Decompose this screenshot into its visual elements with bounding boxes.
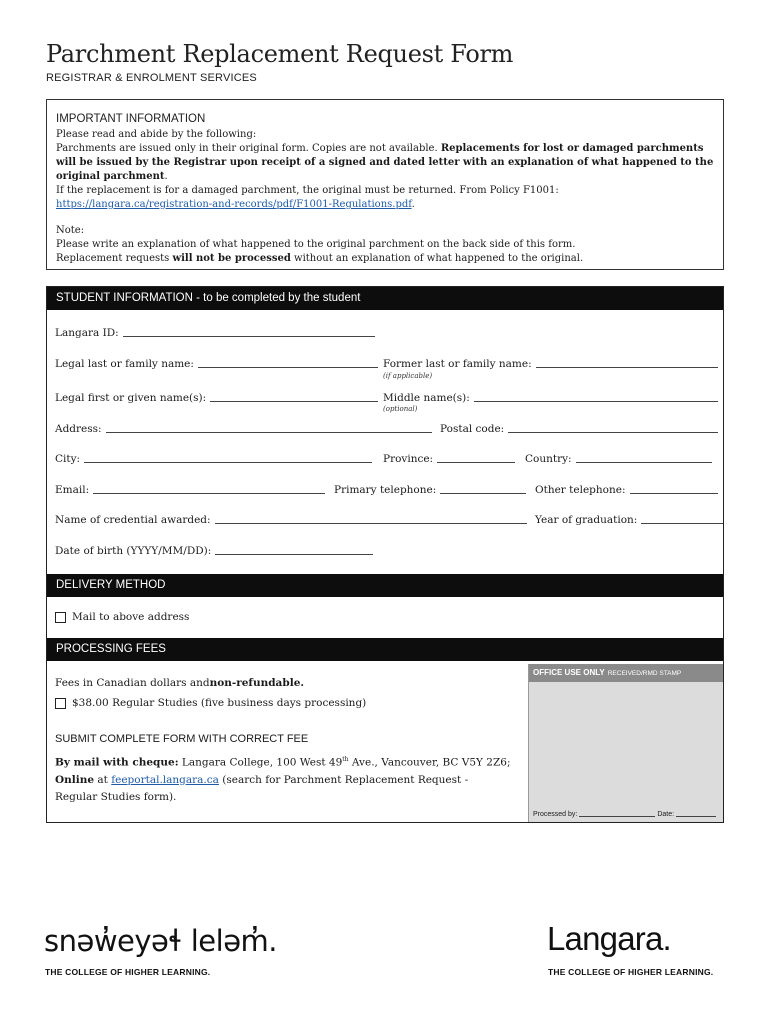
first-name-field[interactable] <box>55 392 378 404</box>
page-subtitle: REGISTRAR & ENROLMENT SERVICES <box>46 72 257 84</box>
office-use-header <box>529 664 723 682</box>
info-p1-bold: Replacements for lost or damaged parchments will be issued by the Registrar upon receipt of a signed and dated letter with an explanation of what happened to the original parchment <box>56 143 714 182</box>
city-label: City: <box>55 453 81 465</box>
last-name-label: Legal last or family name: <box>55 358 194 370</box>
processed-by-label: Processed by: <box>533 811 578 818</box>
other-telephone-label: Other telephone: <box>535 484 626 496</box>
mail-sup: th <box>342 756 349 763</box>
first-name-label: Legal first or given name(s): <box>55 392 207 404</box>
office-processed-row <box>533 810 718 818</box>
fees-note-text: Fees in Canadian dollars and <box>55 677 210 689</box>
online-rest: (search for Parchment Replacement Request - <box>218 773 469 786</box>
mail-address-a: Langara College, 100 West 49 <box>178 756 343 769</box>
address-label: Address: <box>55 423 102 435</box>
primary-telephone-field[interactable] <box>334 484 526 496</box>
credential-label: Name of credential awarded: <box>55 514 211 526</box>
note-2-bold: will not be processed <box>172 253 291 264</box>
langara-id-field[interactable] <box>55 327 375 339</box>
country-label: Country: <box>525 453 572 465</box>
info-paragraph-2 <box>56 184 714 212</box>
policy-link[interactable]: https://langara.ca/registration-and-records/pdf/F1001-Regulations.pdf <box>56 199 412 210</box>
student-info-bar: STUDENT INFORMATION - to be completed by the student <box>47 287 723 310</box>
credential-field[interactable] <box>55 514 527 526</box>
middle-name-label: Middle name(s): <box>383 392 470 404</box>
note-2-text: Replacement requests <box>56 253 173 264</box>
right-tagline: THE COLLEGE OF HIGHER LEARNING. <box>548 967 714 977</box>
info-p1-text: Parchments are issued only in their original form. Copies are not available. <box>56 143 441 154</box>
note-2-end: without an explanation of what happened to the original. <box>290 253 584 264</box>
left-logo: snəw̓eyəɬ leləm̓. <box>44 924 278 958</box>
regular-studies-option[interactable] <box>55 697 366 709</box>
graduation-year-label: Year of graduation: <box>535 514 638 526</box>
office-use-title: OFFICE USE ONLY <box>533 668 605 677</box>
regular-studies-checkbox[interactable] <box>55 698 66 709</box>
delivery-method-bar: DELIVERY METHOD <box>47 574 723 597</box>
postal-code-field[interactable] <box>440 423 718 435</box>
address-field[interactable] <box>55 423 432 435</box>
date-of-birth-label: Date of birth (YYYY/MM/DD): <box>55 545 212 557</box>
last-name-field[interactable] <box>55 358 378 370</box>
country-field[interactable] <box>525 453 712 465</box>
fees-note <box>55 677 304 689</box>
mail-address-b: Ave., Vancouver, BC V5Y 2Z6; <box>348 756 511 769</box>
important-information-box <box>46 99 724 270</box>
mail-instructions <box>55 751 525 772</box>
langara-id-label: Langara ID: <box>55 327 119 339</box>
regular-studies-label: $38.00 Regular Studies (five business days processing) <box>72 697 367 709</box>
submit-instructions <box>55 751 525 806</box>
other-telephone-field[interactable] <box>535 484 718 496</box>
date-of-birth-field[interactable] <box>55 545 373 557</box>
info-p2-end: . <box>411 199 415 210</box>
office-stamp-label: RECEIVED/RMD STAMP <box>607 670 682 677</box>
mail-option-label: Mail to above address <box>72 611 190 623</box>
info-p2-text: If the replacement is for a damaged parchment, the original must be returned. From Policy F1001: <box>56 185 559 196</box>
middle-name-field[interactable] <box>383 392 718 404</box>
online-bold: Online <box>55 773 95 786</box>
email-label: Email: <box>55 484 90 496</box>
langara-logo: Langara. <box>547 920 671 957</box>
form-main-box <box>46 286 724 823</box>
office-date-label: Date: <box>657 811 675 818</box>
info-p1-end: . <box>164 171 168 182</box>
email-field[interactable] <box>55 484 325 496</box>
left-tagline: THE COLLEGE OF HIGHER LEARNING. <box>45 967 211 977</box>
fees-note-bold: non-refundable. <box>209 677 305 689</box>
primary-telephone-label: Primary telephone: <box>334 484 437 496</box>
office-use-box <box>528 664 723 822</box>
note-label: Note: <box>56 225 85 236</box>
mail-option[interactable] <box>55 611 189 623</box>
fee-portal-link[interactable]: feeportal.langara.ca <box>111 773 219 786</box>
province-field[interactable] <box>383 453 515 465</box>
middle-name-hint: (optional) <box>383 405 418 413</box>
online-instructions <box>55 772 525 789</box>
processing-fees-bar: PROCESSING FEES <box>47 638 723 661</box>
info-intro: Please read and abide by the following: <box>56 129 257 140</box>
online-rest-2: Regular Studies form). <box>55 790 177 803</box>
graduation-year-field[interactable] <box>535 514 723 526</box>
note-line-2 <box>56 252 714 266</box>
note-line-1: Please write an explanation of what happened to the original parchment on the back side of this form. <box>56 239 576 250</box>
postal-code-label: Postal code: <box>440 423 505 435</box>
former-name-hint: (if applicable) <box>383 372 433 380</box>
submit-heading: SUBMIT COMPLETE FORM WITH CORRECT FEE <box>55 733 309 745</box>
page-title: Parchment Replacement Request Form <box>46 40 514 68</box>
info-heading: IMPORTANT INFORMATION <box>56 113 206 125</box>
city-field[interactable] <box>55 453 372 465</box>
former-name-field[interactable] <box>383 358 718 370</box>
former-name-label: Former last or family name: <box>383 358 532 370</box>
info-paragraph-1 <box>56 142 714 184</box>
mail-bold: By mail with cheque: <box>55 756 179 769</box>
province-label: Province: <box>383 453 434 465</box>
online-at: at <box>94 773 112 786</box>
mail-checkbox[interactable] <box>55 612 66 623</box>
